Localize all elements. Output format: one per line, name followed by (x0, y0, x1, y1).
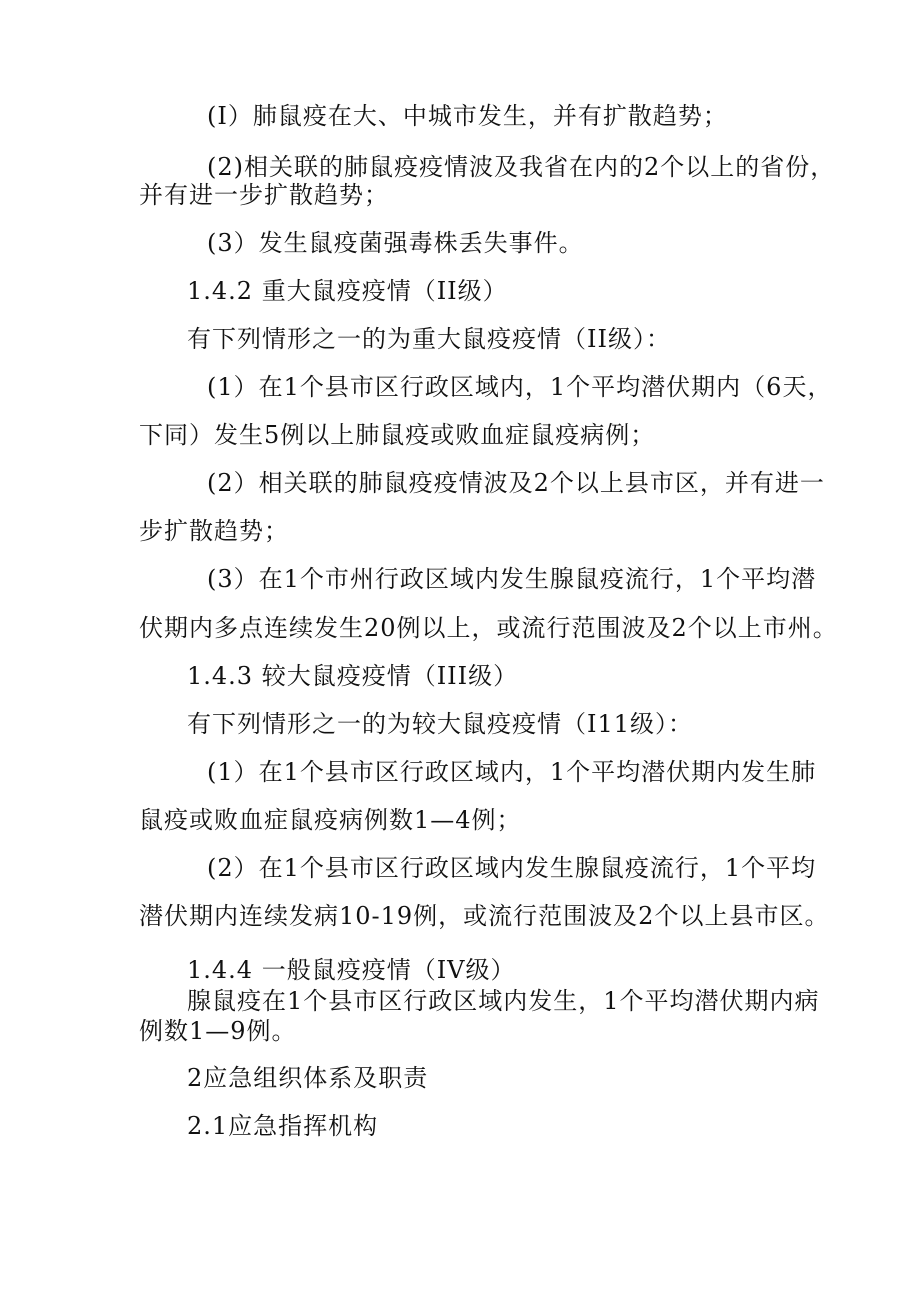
paragraph-line: (2）在1个县市区行政区域内发生腺鼠疫流行，1个平均 (207, 854, 817, 882)
section-heading: 1.4.4 一般鼠疫疫情（IV级） (187, 956, 516, 984)
paragraph-line: 有下列情形之一的为较大鼠疫疫情（I11级）： (187, 710, 694, 738)
paragraph-line: (3）在1个市州行政区域内发生腺鼠疫流行，1个平均潜 (207, 565, 817, 593)
paragraph-line: (2）相关联的肺鼠疫疫情波及2个以上县市区，并有进一 (207, 469, 825, 497)
paragraph-line: 腺鼠疫在1个县市区行政区域内发生，1个平均潜伏期内病 (187, 987, 820, 1015)
paragraph-line: 鼠疫或败血症鼠疫病例数1—4例； (139, 806, 522, 834)
paragraph-line: (1）在1个县市区行政区域内，1个平均潜伏期内（6天， (207, 373, 833, 401)
section-heading: 1.4.2 重大鼠疫疫情（II级） (187, 277, 508, 305)
paragraph-line: (I）肺鼠疫在大、中城市发生，并有扩散趋势； (207, 102, 728, 130)
paragraph-line: 例数1—9例。 (139, 1017, 297, 1045)
paragraph-line: 步扩散趋势； (139, 517, 289, 545)
paragraph-line: (3）发生鼠疫菌强毒株丢失事件。 (207, 229, 584, 257)
section-heading: 2应急组织体系及职责 (187, 1064, 429, 1092)
paragraph-line: 有下列情形之一的为重大鼠疫疫情（II级）： (187, 325, 671, 353)
paragraph-line: 潜伏期内连续发病10-19例，或流行范围波及2个以上县市区。 (139, 902, 830, 930)
paragraph-line: (1）在1个县市区行政区域内，1个平均潜伏期内发生肺 (207, 758, 817, 786)
section-heading: 1.4.3 较大鼠疫疫情（III级） (187, 662, 519, 690)
paragraph-line: 并有进一步扩散趋势； (139, 181, 389, 209)
paragraph-line: 下同）发生5例以上肺鼠疫或败血症鼠疫病例； (139, 421, 656, 449)
paragraph-line: 伏期内多点连续发生20例以上，或流行范围波及2个以上市州。 (139, 614, 838, 642)
section-heading: 2.1应急指挥机构 (187, 1112, 379, 1140)
paragraph-line: (2)相关联的肺鼠疫疫情波及我省在内的2个以上的省份， (207, 153, 836, 181)
